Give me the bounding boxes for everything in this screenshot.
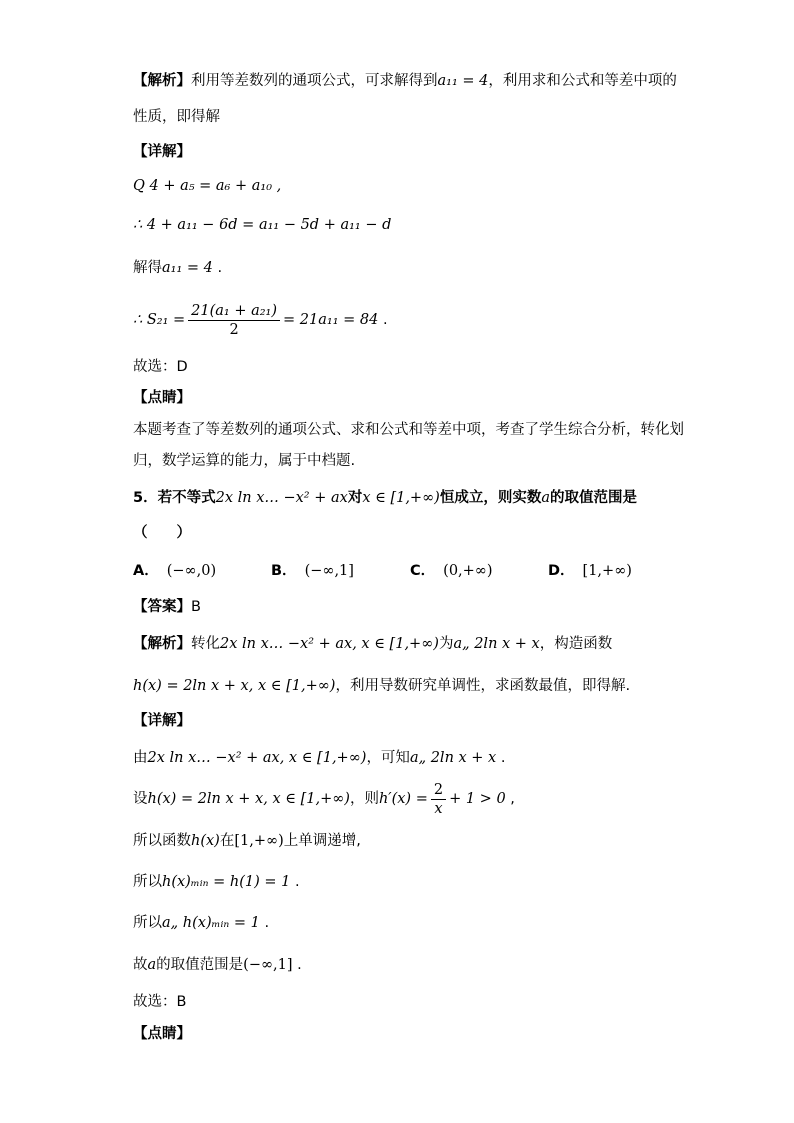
formula-lhs: ∴ S₂₁ = <box>133 312 186 328</box>
formula: + 1 > 0 <box>449 791 506 807</box>
formula: 2x ln x… −x² + ax <box>215 490 348 506</box>
formula: h(x)ₘᵢₙ = h(1) = 1 <box>162 874 291 890</box>
question-text: 若不等式 <box>157 490 216 506</box>
punct: . <box>212 260 223 276</box>
answer-tag: 【答案】 <box>133 599 191 615</box>
answer-line: 故选：B <box>133 994 187 1010</box>
analysis-text: 利用等差数列的通项公式，可求解得到 <box>191 73 438 89</box>
option-letter: D． <box>548 563 575 579</box>
step-text: ，则 <box>349 791 379 807</box>
formula: (−∞,1] <box>243 957 293 973</box>
step-text: 所以 <box>133 874 162 890</box>
punct: , <box>505 791 515 807</box>
numerator: 21(a₁ + a₂₁) <box>188 302 280 321</box>
solution-step-4 <box>133 300 388 340</box>
step-text: 在 <box>219 833 235 849</box>
step-text: 上单调递增, <box>283 833 361 849</box>
question-text: 的取值范围是 <box>549 490 637 506</box>
option-value: (−∞,1] <box>304 563 354 579</box>
analysis-line-1 <box>133 634 612 654</box>
option-b <box>271 561 354 581</box>
formula: a„ 2ln x + x <box>409 750 497 766</box>
punct: . <box>292 957 302 973</box>
question-text: 对 <box>347 490 363 506</box>
answer-value: B <box>191 599 201 615</box>
analysis-tag: 【解析】 <box>133 73 191 89</box>
fraction <box>188 302 280 339</box>
solution-step-6 <box>133 955 302 975</box>
solution-step-2: ∴ 4 + a₁₁ − 6d = a₁₁ − 5d + a₁₁ − d <box>133 217 392 233</box>
detail-tag: 【详解】 <box>133 713 191 729</box>
formula: h′(x) = <box>378 791 428 807</box>
formula: 2x ln x… −x² + ax, x ∈ [1,+∞) <box>147 750 367 766</box>
comment-tag: 【点睛】 <box>133 1026 191 1042</box>
formula: a„ 2ln x + x <box>453 636 540 652</box>
step-text: 的取值范围是 <box>156 957 244 973</box>
solution-step-4 <box>133 872 300 892</box>
step-text: ，可知 <box>366 750 410 766</box>
step-text: 解得 <box>133 260 162 276</box>
option-c <box>410 561 493 581</box>
punct: . <box>378 312 388 328</box>
solution-step-3 <box>133 831 361 851</box>
fraction <box>431 781 446 818</box>
analysis-line-2 <box>133 676 630 696</box>
answer-line: 故选：D <box>133 359 188 375</box>
step-text: 由 <box>133 750 148 766</box>
comment-line-1: 本题考查了等差数列的通项公式、求和公式和等差中项，考查了学生综合分析，转化划 <box>133 422 684 438</box>
formula: h(x) <box>191 833 220 849</box>
analysis-text: 转化 <box>191 636 220 652</box>
denominator: 2 <box>229 321 239 338</box>
analysis-tag: 【解析】 <box>133 636 191 652</box>
question-paren: （ ） <box>133 525 191 541</box>
formula: x ∈ [1,+∞) <box>362 490 440 506</box>
formula: 2x ln x… −x² + ax, x ∈ [1,+∞) <box>220 636 439 652</box>
analysis-text: ，利用导数研究单调性，求函数最值，即得解. <box>335 678 631 694</box>
analysis-text: ，利用求和公式和等差中项的 <box>488 73 677 89</box>
step-text: 所以函数 <box>133 833 191 849</box>
analysis-text: ，构造函数 <box>539 636 613 652</box>
formula: [1,+∞) <box>234 833 284 849</box>
solution-step-1: Q 4 + a₅ = a₆ + a₁₀ , <box>133 178 282 194</box>
analysis-text: 为 <box>438 636 454 652</box>
detail-tag: 【详解】 <box>133 144 191 160</box>
formula: a₁₁ = 4 <box>162 260 213 276</box>
question-number: 5． <box>133 490 158 506</box>
formula: a₁₁ = 4 <box>437 73 489 89</box>
denominator: x <box>434 800 443 817</box>
option-d <box>548 561 632 581</box>
punct: . <box>496 750 506 766</box>
comment-line-2: 归，数学运算的能力，属于中档题. <box>133 453 356 469</box>
option-letter: B． <box>271 563 297 579</box>
numerator: 2 <box>431 781 446 800</box>
option-letter: C． <box>410 563 436 579</box>
step-text: 故 <box>133 957 148 973</box>
option-letter: A． <box>133 563 159 579</box>
analysis-line-2: 性质，即得解 <box>133 109 220 125</box>
question-text: 恒成立，则实数 <box>439 490 542 506</box>
formula: h(x) = 2ln x + x, x ∈ [1,+∞) <box>147 791 350 807</box>
question-5-stem <box>133 488 637 508</box>
solution-step-5 <box>133 913 269 933</box>
option-a <box>133 561 216 581</box>
step-text: 所以 <box>133 915 162 931</box>
step-text: 设 <box>133 791 148 807</box>
comment-tag: 【点睛】 <box>133 390 191 406</box>
formula-rhs: = 21a₁₁ = 84 <box>283 312 379 328</box>
punct: . <box>259 915 270 931</box>
option-value: (0,+∞) <box>443 563 493 579</box>
solution-step-3 <box>133 258 222 278</box>
solution-step-1 <box>133 748 505 768</box>
formula: h(x) = 2ln x + x, x ∈ [1,+∞) <box>133 678 336 694</box>
solution-step-2 <box>133 779 515 819</box>
analysis-line-1 <box>133 71 677 91</box>
formula: a <box>147 957 157 973</box>
option-value: [1,+∞) <box>582 563 632 579</box>
punct: . <box>290 874 300 890</box>
option-value: (−∞,0) <box>166 563 217 579</box>
formula: a„ h(x)ₘᵢₙ = 1 <box>162 915 260 931</box>
formula: a <box>541 490 550 506</box>
answer-key-line <box>133 597 201 617</box>
